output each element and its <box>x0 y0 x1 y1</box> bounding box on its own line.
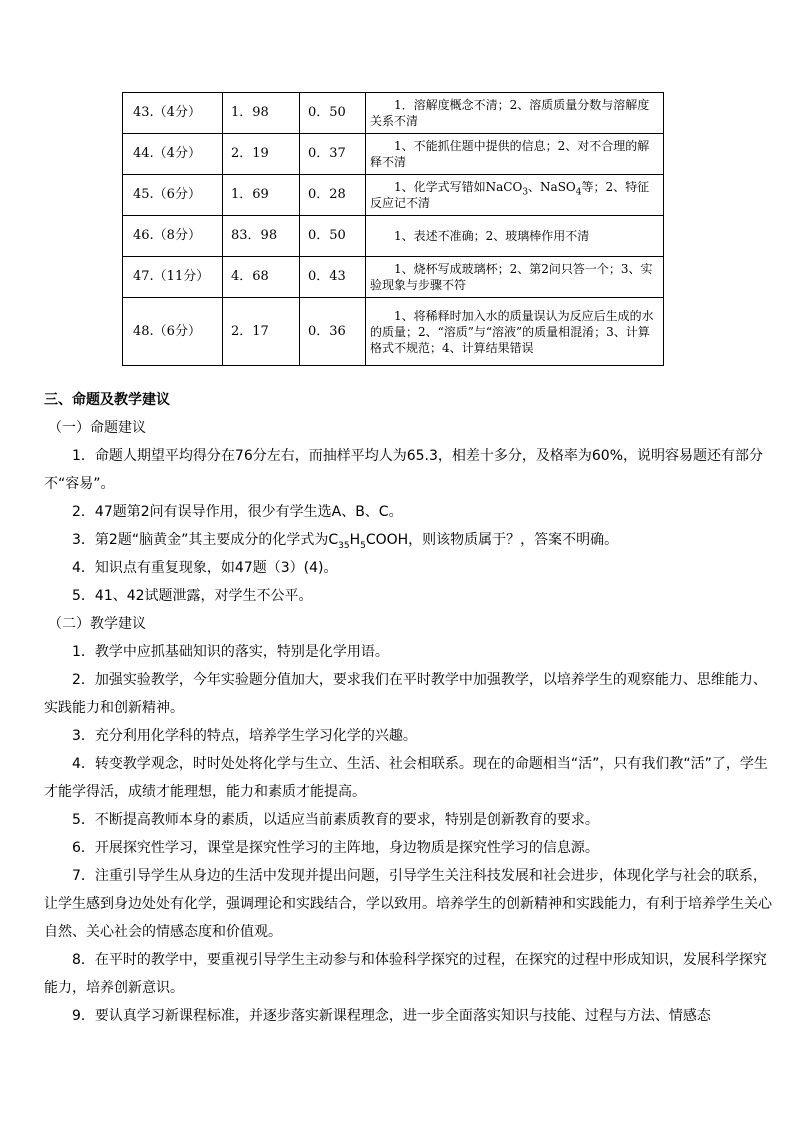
paragraph: 1．命题人期望平均得分在76分左右，而抽样平均人为65.3，相差十多分，及格率为60%，说明容易题还有部分不“容易”。 <box>44 448 764 492</box>
table-row <box>123 216 664 257</box>
table-row <box>123 134 664 175</box>
difficulty-cell: 0．50 <box>300 93 366 134</box>
question-cell: 47.（11分） <box>123 257 223 298</box>
paragraph: 3．第2题“脑黄金”其主要成分的化学式为$C_{35}H_5COOH$，则该物质属于？，答案不明确。 <box>72 532 619 551</box>
issue-cell: 1、化学式写错如NaCO$_3$、NaSO$_4$等；2、特征反应记不清 <box>366 175 664 216</box>
average-score-cell: 83．98 <box>223 216 300 257</box>
difficulty-cell: 0．50 <box>300 216 366 257</box>
difficulty-cell: 0．37 <box>300 134 366 175</box>
average-score-cell: 4．68 <box>223 257 300 298</box>
paragraph: 2．加强实验教学，今年实验题分值加大，要求我们在平时教学中加强教学，以培养学生的观察能力、思维能力、实践能力和创新精神。 <box>44 672 767 716</box>
paragraph: 5．不断提高教师本身的素质，以适应当前素质教育的要求，特别是创新教育的要求。 <box>72 812 599 828</box>
question-cell: 45.（6分） <box>123 175 223 216</box>
paragraph: 1．教学中应抓基础知识的落实，特别是化学用语。 <box>72 644 389 660</box>
table-row <box>123 175 664 216</box>
issue-cell: 1．溶解度概念不清；2、溶质质量分数与溶解度关系不清 <box>366 93 664 134</box>
paragraph: 7．注重引导学生从身边的生活中发现并提出问题，引导学生关注科技发展和社会进步，体现化学与社会的联系，让学生感到身边处处有化学，强调理论和实践结合，学以致用。培养学生的创新精神和实践能力，有利于培养学生关心自然、关心社会的情感态度和价值观。 <box>44 868 772 940</box>
issue-cell: 1、将稀释时加入水的质量误认为反应后生成的水的质量；2、“溶质”与“溶液”的质量相混淆；3、计算格式不规范；4、计算结果错误 <box>366 298 664 366</box>
section-title: 三、命题及教学建议 <box>44 392 170 408</box>
document-body <box>44 386 779 1030</box>
issue-cell: 1、烧杯写成玻璃杯；2、第2问只答一个；3、实验现象与步骤不符 <box>366 257 664 298</box>
table-row <box>123 257 664 298</box>
paragraph: 2．47题第2问有误导作用，很少有学生选A、B、C。 <box>72 504 403 520</box>
paragraph: 8．在平时的教学中，要重视引导学生主动参与和体验科学探究的过程，在探究的过程中形成知识，发展科学探究能力，培养创新意识。 <box>44 952 767 996</box>
question-cell: 43.（4分） <box>123 93 223 134</box>
difficulty-cell: 0．28 <box>300 175 366 216</box>
issue-cell: 1、不能抓住题中提供的信息；2、对不合理的解释不清 <box>366 134 664 175</box>
issue-cell: 1、表述不准确；2、玻璃棒作用不清 <box>366 216 664 257</box>
subsection-title: （二）教学建议 <box>48 616 146 632</box>
difficulty-cell: 0．43 <box>300 257 366 298</box>
paragraph: 4．知识点有重复现象，如47题（3）(4)。 <box>72 560 338 576</box>
score-analysis-table <box>122 92 664 366</box>
paragraph: 9．要认真学习新课程标准，并逐步落实新课程理念，进一步全面落实知识与技能、过程与方法、情感态 <box>72 1008 711 1024</box>
average-score-cell: 2．19 <box>223 134 300 175</box>
paragraph: 6．开展探究性学习，课堂是探究性学习的主阵地，身边物质是探究性学习的信息源。 <box>72 840 599 856</box>
question-cell: 46.（8分） <box>123 216 223 257</box>
average-score-cell: 1．98 <box>223 93 300 134</box>
table-row <box>123 298 664 366</box>
question-cell: 44.（4分） <box>123 134 223 175</box>
question-cell: 48.（6分） <box>123 298 223 366</box>
difficulty-cell: 0．36 <box>300 298 366 366</box>
subsection-title: （一）命题建议 <box>48 420 146 436</box>
paragraph: 5．41、42试题泄露，对学生不公平。 <box>72 588 313 604</box>
average-score-cell: 1．69 <box>223 175 300 216</box>
paragraph: 4．转变教学观念，时时处处将化学与生立、生活、社会相联系。现在的命题相当“活”，只有我们教“活”了，学生才能学得活，成绩才能理想，能力和素质才能提高。 <box>44 756 768 800</box>
paragraph: 3．充分利用化学科的特点，培养学生学习化学的兴趣。 <box>72 728 417 744</box>
average-score-cell: 2．17 <box>223 298 300 366</box>
table-row <box>123 93 664 134</box>
